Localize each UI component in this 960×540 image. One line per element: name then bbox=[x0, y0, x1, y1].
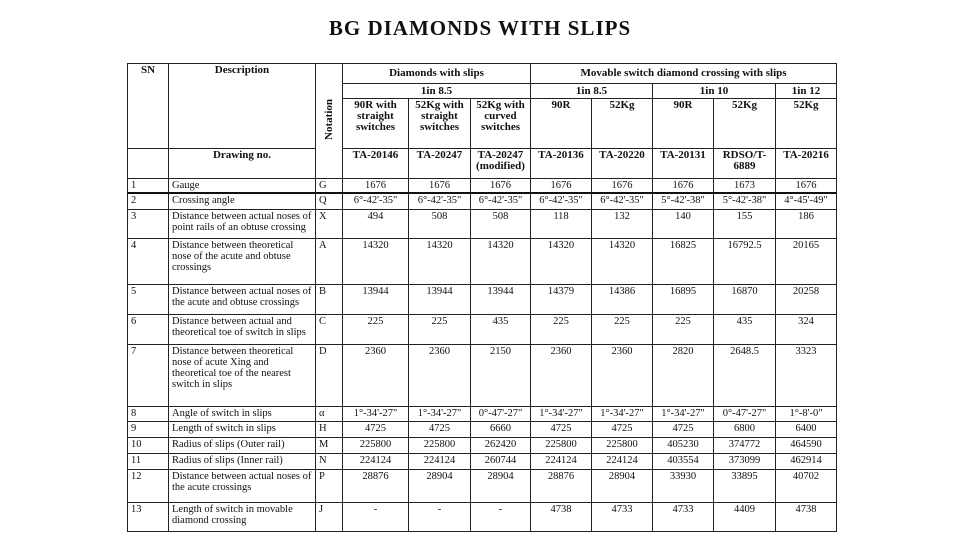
header-description: Description bbox=[169, 64, 316, 149]
header-col: 52Kg bbox=[592, 99, 653, 149]
row-description: Angle of switch in slips bbox=[169, 406, 316, 421]
row-notation: A bbox=[316, 238, 343, 284]
row-value: 20258 bbox=[776, 284, 837, 314]
row-value: 2360 bbox=[531, 344, 592, 406]
row-value: 435 bbox=[471, 314, 531, 344]
row-notation: P bbox=[316, 469, 343, 502]
row-value: 4725 bbox=[531, 421, 592, 437]
row-value: 16870 bbox=[714, 284, 776, 314]
row-value: 1°-8'-0" bbox=[776, 406, 837, 421]
row-sn: 13 bbox=[128, 502, 169, 531]
drawing-no: TA-20247 bbox=[409, 149, 471, 179]
row-value: 28876 bbox=[531, 469, 592, 502]
row-value: 1676 bbox=[592, 179, 653, 194]
drawing-no: TA-20131 bbox=[653, 149, 714, 179]
row-value: 132 bbox=[592, 209, 653, 238]
row-value: 118 bbox=[531, 209, 592, 238]
row-value: 324 bbox=[776, 314, 837, 344]
row-value: 4725 bbox=[409, 421, 471, 437]
row-notation: α bbox=[316, 406, 343, 421]
table-row bbox=[128, 421, 837, 437]
row-value: 1°-34'-27" bbox=[531, 406, 592, 421]
table-row bbox=[128, 238, 837, 284]
row-value: 225 bbox=[653, 314, 714, 344]
row-value: 4733 bbox=[653, 502, 714, 531]
row-value: 0°-47'-27" bbox=[471, 406, 531, 421]
row-notation: N bbox=[316, 453, 343, 469]
drawing-no: TA-20146 bbox=[343, 149, 409, 179]
row-sn: 9 bbox=[128, 421, 169, 437]
drawing-no: RDSO/T-6889 bbox=[714, 149, 776, 179]
row-value: 405230 bbox=[653, 437, 714, 453]
row-sn: 4 bbox=[128, 238, 169, 284]
table-row bbox=[128, 437, 837, 453]
header-col: 52Kg with curved switches bbox=[471, 99, 531, 149]
row-description: Distance between actual noses of point rails of an obtuse crossing bbox=[169, 209, 316, 238]
row-value: 374772 bbox=[714, 437, 776, 453]
row-sn: 6 bbox=[128, 314, 169, 344]
row-value: 2150 bbox=[471, 344, 531, 406]
table-row bbox=[128, 344, 837, 406]
drawing-no: TA-20247 (modified) bbox=[471, 149, 531, 179]
header-ratio: 1in 8.5 bbox=[531, 84, 653, 99]
row-value: 1676 bbox=[471, 179, 531, 194]
row-value: 6°-42'-35" bbox=[409, 193, 471, 209]
row-value: 28904 bbox=[409, 469, 471, 502]
row-value: 225 bbox=[343, 314, 409, 344]
row-value: 6°-42'-35" bbox=[471, 193, 531, 209]
row-sn: 8 bbox=[128, 406, 169, 421]
row-value: 5°-42'-38" bbox=[653, 193, 714, 209]
drawing-no: TA-20216 bbox=[776, 149, 837, 179]
row-value: 28876 bbox=[343, 469, 409, 502]
row-value: 6660 bbox=[471, 421, 531, 437]
row-value: 14320 bbox=[592, 238, 653, 284]
header-col: 52Kg with straight switches bbox=[409, 99, 471, 149]
row-value: 260744 bbox=[471, 453, 531, 469]
notation-label: Notation bbox=[322, 99, 335, 140]
drawing-no: TA-20136 bbox=[531, 149, 592, 179]
row-value: 6800 bbox=[714, 421, 776, 437]
row-value: 373099 bbox=[714, 453, 776, 469]
table-row bbox=[128, 502, 837, 531]
row-value: 6400 bbox=[776, 421, 837, 437]
row-value: 1676 bbox=[653, 179, 714, 194]
row-value: 33930 bbox=[653, 469, 714, 502]
row-value: 6°-42'-35" bbox=[592, 193, 653, 209]
row-value: 224124 bbox=[592, 453, 653, 469]
row-description: Gauge bbox=[169, 179, 316, 194]
row-value: 225800 bbox=[531, 437, 592, 453]
row-sn: 7 bbox=[128, 344, 169, 406]
row-value: 508 bbox=[409, 209, 471, 238]
row-value: 4733 bbox=[592, 502, 653, 531]
header-col: 90R bbox=[653, 99, 714, 149]
row-description: Distance between actual and theoretical toe of switch in slips bbox=[169, 314, 316, 344]
row-value: 4725 bbox=[343, 421, 409, 437]
header-col: 90R with straight switches bbox=[343, 99, 409, 149]
slips-table bbox=[127, 63, 837, 532]
table-row bbox=[128, 314, 837, 344]
row-value: 225 bbox=[409, 314, 471, 344]
row-value: 1673 bbox=[714, 179, 776, 194]
header-group-movable: Movable switch diamond crossing with slips bbox=[531, 64, 837, 84]
row-value: 6°-42'-35" bbox=[343, 193, 409, 209]
row-value: 1676 bbox=[776, 179, 837, 194]
row-value: 494 bbox=[343, 209, 409, 238]
row-value: 225800 bbox=[343, 437, 409, 453]
row-value: 435 bbox=[714, 314, 776, 344]
row-description: Radius of slips (Inner rail) bbox=[169, 453, 316, 469]
row-value: 14379 bbox=[531, 284, 592, 314]
header-group-diamonds: Diamonds with slips bbox=[343, 64, 531, 84]
row-value: 2648.5 bbox=[714, 344, 776, 406]
row-value: 1°-34'-27" bbox=[592, 406, 653, 421]
row-value: 1°-34'-27" bbox=[653, 406, 714, 421]
row-value: 13944 bbox=[409, 284, 471, 314]
row-sn: 10 bbox=[128, 437, 169, 453]
header-col: 52Kg bbox=[776, 99, 837, 149]
row-value: 13944 bbox=[343, 284, 409, 314]
row-description: Distance between actual noses of the acute crossings bbox=[169, 469, 316, 502]
table-row bbox=[128, 284, 837, 314]
row-description: Crossing angle bbox=[169, 193, 316, 209]
row-value: - bbox=[409, 502, 471, 531]
row-value: 225 bbox=[531, 314, 592, 344]
row-value: 1676 bbox=[531, 179, 592, 194]
row-description: Distance between theoretical nose of the acute and obtuse crossings bbox=[169, 238, 316, 284]
row-value: 14386 bbox=[592, 284, 653, 314]
row-value: 28904 bbox=[592, 469, 653, 502]
row-value: 28904 bbox=[471, 469, 531, 502]
row-value: 140 bbox=[653, 209, 714, 238]
row-value: 224124 bbox=[531, 453, 592, 469]
row-description: Length of switch in slips bbox=[169, 421, 316, 437]
row-value: 462914 bbox=[776, 453, 837, 469]
row-value: 186 bbox=[776, 209, 837, 238]
header-ratio: 1in 10 bbox=[653, 84, 776, 99]
row-sn: 11 bbox=[128, 453, 169, 469]
row-value: 33895 bbox=[714, 469, 776, 502]
header-sn: SN bbox=[128, 64, 169, 149]
row-value: 1°-34'-27" bbox=[343, 406, 409, 421]
row-value: 464590 bbox=[776, 437, 837, 453]
row-value: 155 bbox=[714, 209, 776, 238]
row-value: 6°-42'-35" bbox=[531, 193, 592, 209]
row-notation: J bbox=[316, 502, 343, 531]
row-value: 4738 bbox=[776, 502, 837, 531]
row-value: 5°-42'-38" bbox=[714, 193, 776, 209]
row-value: 225 bbox=[592, 314, 653, 344]
row-value: 4409 bbox=[714, 502, 776, 531]
table-row bbox=[128, 209, 837, 238]
row-value: 1676 bbox=[343, 179, 409, 194]
row-value: 225800 bbox=[409, 437, 471, 453]
cell bbox=[128, 149, 169, 179]
row-notation: G bbox=[316, 179, 343, 194]
row-sn: 3 bbox=[128, 209, 169, 238]
row-description: Distance between theoretical nose of acute Xing and theoretical toe of the nearest switch in slips bbox=[169, 344, 316, 406]
drawing-label: Drawing no. bbox=[169, 149, 316, 179]
row-value: 14320 bbox=[343, 238, 409, 284]
row-notation: C bbox=[316, 314, 343, 344]
row-value: 3323 bbox=[776, 344, 837, 406]
row-description: Radius of slips (Outer rail) bbox=[169, 437, 316, 453]
row-sn: 12 bbox=[128, 469, 169, 502]
header-ratio: 1in 12 bbox=[776, 84, 837, 99]
row-value: 2820 bbox=[653, 344, 714, 406]
row-sn: 1 bbox=[128, 179, 169, 194]
row-value: 4725 bbox=[653, 421, 714, 437]
table-row bbox=[128, 453, 837, 469]
row-value: 16825 bbox=[653, 238, 714, 284]
row-value: 16895 bbox=[653, 284, 714, 314]
row-description: Length of switch in movable diamond crossing bbox=[169, 502, 316, 531]
row-value: 403554 bbox=[653, 453, 714, 469]
row-value: 2360 bbox=[592, 344, 653, 406]
row-value: 14320 bbox=[471, 238, 531, 284]
row-value: 2360 bbox=[409, 344, 471, 406]
row-value: 16792.5 bbox=[714, 238, 776, 284]
header-ratio: 1in 8.5 bbox=[343, 84, 531, 99]
row-value: - bbox=[471, 502, 531, 531]
row-notation: Q bbox=[316, 193, 343, 209]
row-value: 14320 bbox=[409, 238, 471, 284]
row-notation: D bbox=[316, 344, 343, 406]
table-row bbox=[128, 469, 837, 502]
row-value: 14320 bbox=[531, 238, 592, 284]
row-value: 40702 bbox=[776, 469, 837, 502]
row-notation: B bbox=[316, 284, 343, 314]
row-sn: 2 bbox=[128, 193, 169, 209]
row-value: 224124 bbox=[409, 453, 471, 469]
row-notation: M bbox=[316, 437, 343, 453]
row-notation: H bbox=[316, 421, 343, 437]
row-value: 4°-45'-49" bbox=[776, 193, 837, 209]
header-col: 52Kg bbox=[714, 99, 776, 149]
table-row bbox=[128, 193, 837, 209]
row-value: 225800 bbox=[592, 437, 653, 453]
table-row bbox=[128, 179, 837, 194]
row-value: 262420 bbox=[471, 437, 531, 453]
row-value: 0°-47'-27" bbox=[714, 406, 776, 421]
table-row bbox=[128, 406, 837, 421]
header-notation bbox=[316, 64, 343, 179]
row-value: 1°-34'-27" bbox=[409, 406, 471, 421]
row-value: 4725 bbox=[592, 421, 653, 437]
row-value: - bbox=[343, 502, 409, 531]
row-sn: 5 bbox=[128, 284, 169, 314]
row-notation: X bbox=[316, 209, 343, 238]
row-value: 2360 bbox=[343, 344, 409, 406]
row-description: Distance between actual noses of the acute and obtuse crossings bbox=[169, 284, 316, 314]
row-value: 224124 bbox=[343, 453, 409, 469]
drawing-no: TA-20220 bbox=[592, 149, 653, 179]
row-value: 508 bbox=[471, 209, 531, 238]
row-value: 4738 bbox=[531, 502, 592, 531]
row-value: 1676 bbox=[409, 179, 471, 194]
header-col: 90R bbox=[531, 99, 592, 149]
row-value: 20165 bbox=[776, 238, 837, 284]
page-title: BG DIAMONDS WITH SLIPS bbox=[328, 16, 632, 40]
row-value: 13944 bbox=[471, 284, 531, 314]
